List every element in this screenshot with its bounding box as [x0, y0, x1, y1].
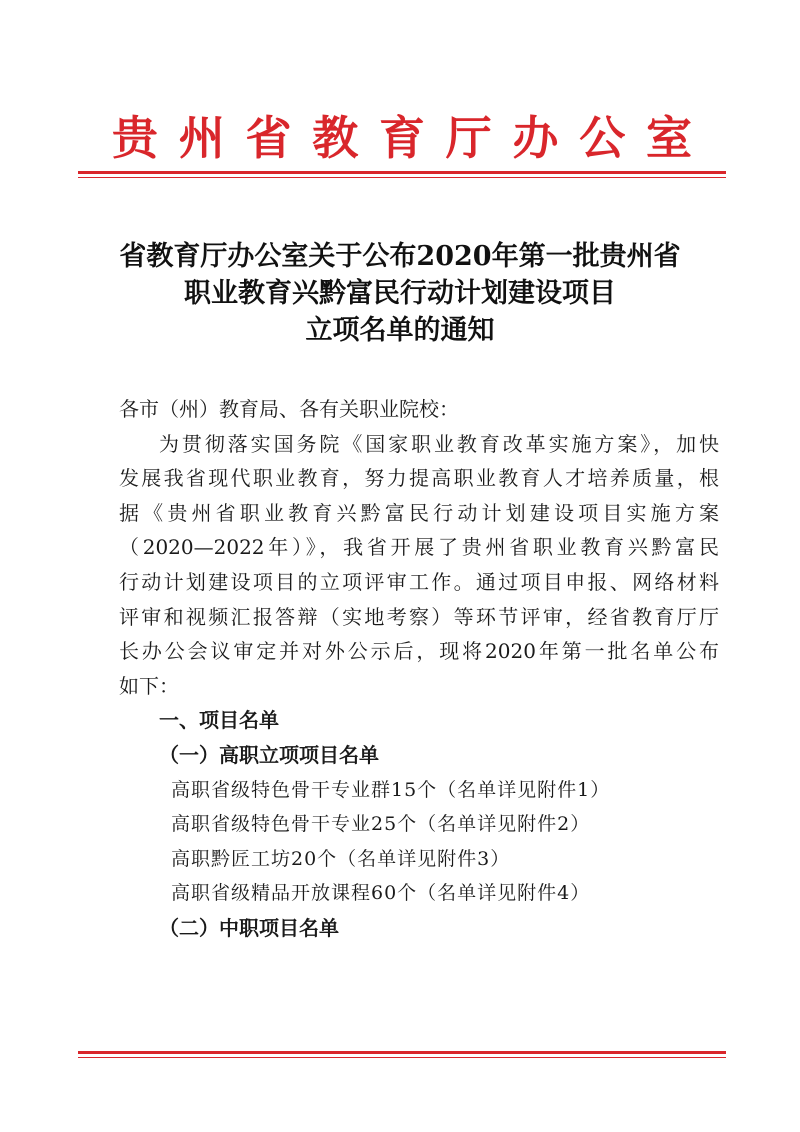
- document-title: [90, 238, 710, 349]
- letterhead-char: 州: [178, 111, 225, 165]
- letterhead-char: 厅: [445, 111, 492, 165]
- section-heading: 一、项目名单: [159, 708, 279, 733]
- letterhead-char: 办: [512, 111, 559, 165]
- subsection-heading: （一）高职立项项目名单: [159, 742, 379, 767]
- footer-divider-thin: [78, 1057, 726, 1058]
- title-line: 立项名单的通知: [305, 315, 495, 346]
- document-body: [119, 392, 719, 946]
- list-item: 高职省级精品开放课程60个（名单详见附件4）: [171, 882, 591, 905]
- list-item: 高职省级特色骨干专业25个（名单详见附件2）: [171, 813, 591, 836]
- letterhead-char: 育: [379, 111, 425, 165]
- list-item: 高职省级特色骨干专业群15个（名单详见附件1）: [171, 778, 611, 801]
- paragraph-line: 评审和视频汇报答辩（实地考察）等环节评审，经省教育厅厅: [119, 604, 719, 629]
- list-item: 高职黔匠工坊20个（名单详见附件3）: [171, 847, 511, 870]
- paragraph-line: 行动计划建设项目的立项评审工作。通过项目申报、网络材料: [119, 569, 719, 594]
- salutation: 各市（州）教育局、各有关职业院校：: [119, 397, 459, 421]
- subsection-heading: （二）中职项目名单: [159, 915, 339, 940]
- letterhead-char: 贵: [112, 111, 158, 165]
- letterhead: [78, 108, 726, 168]
- letterhead-char: 室: [646, 111, 692, 165]
- paragraph-line: 据《贵州省职业教育兴黔富民行动计划建设项目实施方案: [119, 500, 719, 525]
- paragraph-line: 如下：: [119, 673, 179, 698]
- letterhead-char: 教: [312, 111, 359, 165]
- footer-divider-thick: [78, 1051, 726, 1054]
- letterhead-char: 公: [579, 111, 626, 165]
- title-line: 职业教育兴黔富民行动计划建设项目: [184, 278, 616, 309]
- letterhead-char: 省: [245, 111, 292, 165]
- paragraph-line: 长办公会议审定并对外公示后，现将2020年第一批名单公布: [119, 639, 719, 664]
- header-divider-thick: [78, 171, 726, 174]
- paragraph-line: 发展我省现代职业教育，努力提高职业教育人才培养质量，根: [119, 466, 719, 491]
- header-divider-thin: [78, 177, 726, 178]
- paragraph-line: 为贯彻落实国务院《国家职业教育改革实施方案》，加快: [159, 431, 719, 456]
- paragraph-line: （2020—2022年）》，我省开展了贵州省职业教育兴黔富民: [119, 535, 719, 560]
- title-line: 省教育厅办公室关于公布2020年第一批贵州省: [119, 241, 681, 272]
